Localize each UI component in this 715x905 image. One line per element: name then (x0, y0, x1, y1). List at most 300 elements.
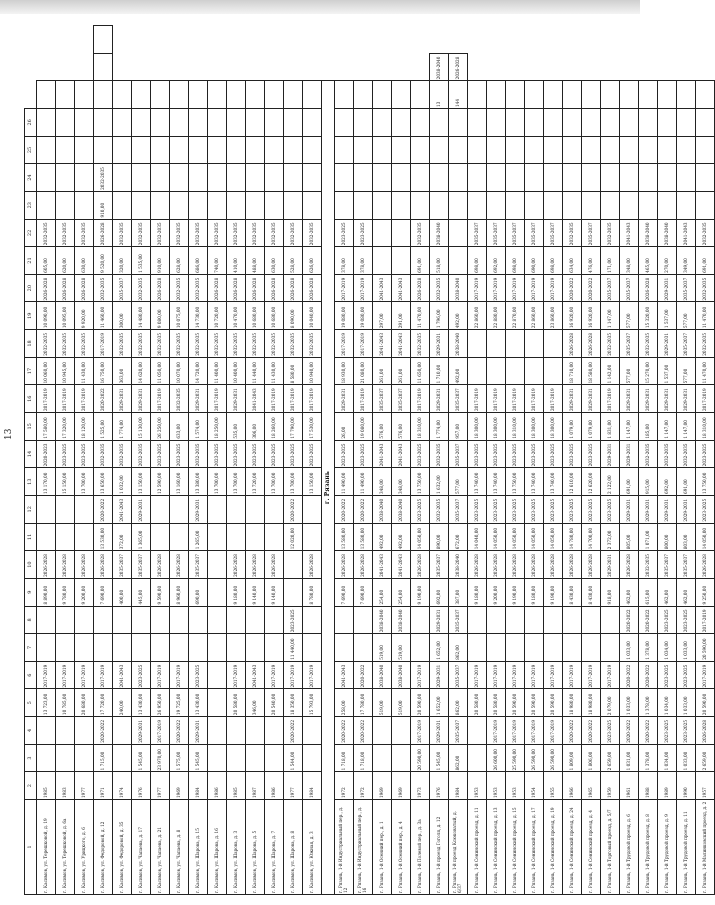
scan-top-edge (0, 0, 640, 14)
value-cell (525, 191, 544, 219)
value-cell (151, 523, 170, 551)
table-row (94, 26, 113, 895)
value-cell: 2017-2019 (544, 274, 563, 302)
value-cell: 2038-2040 (639, 219, 658, 247)
value-cell (265, 744, 284, 772)
value-cell: 2023-2025 (132, 661, 151, 689)
table-row (189, 26, 208, 895)
value-cell: 2032-2035 (189, 219, 208, 247)
value-cell (449, 219, 468, 247)
value-cell (487, 606, 506, 634)
value-cell (170, 523, 189, 551)
value-cell: 2020-2022 (582, 274, 601, 302)
value-cell: 2038-2040 (373, 661, 392, 689)
year-cell: 1986 (208, 772, 227, 800)
value-cell (246, 634, 265, 662)
value-cell: 2032-2035 (132, 440, 151, 468)
value-cell: 2017-2019 (56, 661, 75, 689)
value-cell: 2032-2035 (411, 330, 430, 358)
value-cell: 2035-2037 (677, 330, 696, 358)
value-cell: 1 033,00 (620, 689, 639, 717)
value-cell: 2023-2025 (658, 661, 677, 689)
value-cell: 2038-2040 (449, 551, 468, 579)
value-cell: 13 430,00 (132, 689, 151, 717)
value-cell: 2026-2028 (506, 551, 525, 579)
value-cell: 171,00 (601, 247, 620, 275)
column-number: 1 (25, 800, 37, 895)
value-cell: 2026-2028 (449, 53, 468, 81)
value-cell: 2029-2031 (132, 717, 151, 745)
value-cell: 1 544,00 (284, 744, 303, 772)
value-cell: 519,00 (373, 634, 392, 662)
value-cell: 2026-2028 (208, 274, 227, 302)
value-cell: 2032-2035 (189, 330, 208, 358)
value-cell: 692,00 (658, 468, 677, 496)
value-cell (227, 717, 246, 745)
value-cell (525, 330, 544, 358)
value-cell: 2035-2037 (449, 495, 468, 523)
value-cell: 378,00 (335, 247, 354, 275)
value-cell: 20 590,00 (411, 744, 430, 772)
value-cell: 2023-2025 (544, 495, 563, 523)
value-cell: 2026-2028 (75, 551, 94, 579)
value-cell: 1 071,00 (639, 523, 658, 551)
value-cell: 10 075,00 (170, 302, 189, 330)
value-cell: 577,00 (677, 302, 696, 330)
year-cell: 1953 (506, 772, 525, 800)
value-cell: 11 490,00 (335, 468, 354, 496)
column-number: 6 (25, 661, 37, 689)
value-cell (506, 164, 525, 192)
value-cell: 2032-2035 (303, 330, 322, 358)
value-cell: 2026-2028 (265, 551, 284, 579)
value-cell: 21 080,00 (354, 357, 373, 385)
value-cell: 2023-2025 (335, 440, 354, 468)
address-cell: г. Рязань, 1-й Сенинский проезд, д. 15 (506, 800, 525, 895)
column-number: 26 (25, 108, 37, 136)
value-cell: 8 780,00 (303, 578, 322, 606)
value-cell (468, 191, 487, 219)
value-cell: 13 740,00 (525, 468, 544, 496)
value-cell: 2023-2025 (170, 440, 189, 468)
value-cell: 2035-2037 (487, 219, 506, 247)
value-cell: 2017-2019 (227, 661, 246, 689)
value-cell: 10 470,00 (227, 302, 246, 330)
value-cell: 2020-2022 (639, 661, 658, 689)
value-cell: 291,00 (392, 302, 411, 330)
value-cell: 2032-2035 (132, 274, 151, 302)
value-cell (56, 634, 75, 662)
value-cell: 2017-2019 (525, 661, 544, 689)
value-cell (468, 330, 487, 358)
value-cell: 2020-2022 (335, 495, 354, 523)
address-cell: г. Рязань, 1-й Трудовой проезд, д. 9 (658, 800, 677, 895)
value-cell: 2032-2035 (75, 219, 94, 247)
value-cell (37, 495, 56, 523)
value-cell: 615,00 (639, 578, 658, 606)
value-cell: 2026-2028 (246, 274, 265, 302)
value-cell: 348,00 (373, 468, 392, 496)
value-cell: 1 032,00 (113, 468, 132, 496)
value-cell (411, 191, 430, 219)
value-cell: 2026-2028 (563, 330, 582, 358)
value-cell (75, 164, 94, 192)
value-cell (582, 136, 601, 164)
value-cell: 2035-2037 (620, 274, 639, 302)
value-cell (246, 523, 265, 551)
value-cell (335, 634, 354, 662)
value-cell: 19 080,00 (354, 413, 373, 441)
value-cell (468, 108, 487, 136)
value-cell (468, 606, 487, 634)
value-cell: 11 430,00 (75, 357, 94, 385)
value-cell: 805,00 (620, 523, 639, 551)
value-cell (303, 717, 322, 745)
value-cell: 26 250,00 (151, 413, 170, 441)
value-cell (563, 191, 582, 219)
value-cell: 9 590,00 (151, 578, 170, 606)
value-cell (56, 744, 75, 772)
value-cell: 2032-2035 (75, 330, 94, 358)
value-cell (265, 606, 284, 634)
table-row (582, 26, 601, 895)
value-cell: 2026-2028 (696, 717, 715, 745)
value-cell: 690,00 (189, 578, 208, 606)
value-cell: 2026-2028 (284, 274, 303, 302)
value-cell: 2032-2035 (170, 385, 189, 413)
value-cell: 2023-2025 (411, 495, 430, 523)
value-cell (696, 164, 715, 192)
value-cell: 2023-2025 (525, 440, 544, 468)
value-cell: 14 050,00 (525, 523, 544, 551)
value-cell (208, 634, 227, 662)
year-cell: 1987 (246, 772, 265, 800)
value-cell: 13 700,00 (284, 468, 303, 496)
value-cell: 261,00 (373, 357, 392, 385)
value-cell: 803,00 (677, 523, 696, 551)
value-cell: 2017-2019 (544, 385, 563, 413)
value-cell (525, 81, 544, 109)
value-cell: 445,00 (132, 578, 151, 606)
value-cell: 2032-2035 (696, 219, 715, 247)
value-cell: 740,00 (208, 247, 227, 275)
value-cell: 13 750,00 (411, 468, 430, 496)
column-number: 14 (25, 440, 37, 468)
value-cell: 691,00 (620, 468, 639, 496)
value-cell: 9 080,00 (151, 302, 170, 330)
value-cell: 1 652,00 (430, 689, 449, 717)
value-cell: 800,00 (658, 523, 677, 551)
value-cell: 2017-2019 (208, 385, 227, 413)
value-cell (208, 744, 227, 772)
value-cell (227, 164, 246, 192)
value-cell (373, 191, 392, 219)
value-cell: 1 632,00 (430, 468, 449, 496)
value-cell (582, 606, 601, 634)
value-cell: 10 785,00 (56, 689, 75, 717)
value-cell (373, 136, 392, 164)
value-cell: 16 750,00 (94, 357, 113, 385)
value-cell (75, 136, 94, 164)
value-cell: 14 040,00 (468, 523, 487, 551)
value-cell (170, 606, 189, 634)
value-cell (468, 744, 487, 772)
value-cell (601, 164, 620, 192)
value-cell: 20 590,00 (696, 689, 715, 717)
value-cell: 10 720,00 (208, 302, 227, 330)
value-cell: 9 520,00 (94, 247, 113, 275)
value-cell: 19 080,00 (354, 302, 373, 330)
value-cell: 2032-2035 (208, 330, 227, 358)
value-cell: 2035-2037 (677, 274, 696, 302)
value-cell (354, 108, 373, 136)
value-cell (246, 717, 265, 745)
value-cell: 2017-2019 (468, 385, 487, 413)
value-cell: 691,00 (411, 247, 430, 275)
value-cell: 9 250,00 (696, 578, 715, 606)
value-cell (487, 108, 506, 136)
value-cell (151, 81, 170, 109)
value-cell: 2038-2040 (392, 606, 411, 634)
value-cell: 2032-2035 (303, 219, 322, 247)
value-cell: 185,00 (639, 413, 658, 441)
column-number: 25 (25, 136, 37, 164)
value-cell: 1 545,00 (189, 744, 208, 772)
value-cell: 9 190,00 (544, 578, 563, 606)
value-cell: 2029-2031 (639, 385, 658, 413)
value-cell: 2038-2040 (392, 495, 411, 523)
value-cell: 691,00 (696, 247, 715, 275)
value-cell: 26 950,00 (151, 689, 170, 717)
value-cell (392, 219, 411, 247)
value-cell: 2020-2022 (94, 385, 113, 413)
value-cell: 2032-2035 (639, 440, 658, 468)
value-cell: 2029-2031 (189, 717, 208, 745)
table-row (37, 26, 56, 895)
value-cell (354, 81, 373, 109)
value-cell (246, 495, 265, 523)
value-cell: 2017-2019 (303, 385, 322, 413)
value-cell: 690,00 (525, 247, 544, 275)
value-cell: 492,00 (392, 523, 411, 551)
value-cell (227, 523, 246, 551)
value-cell (151, 164, 170, 192)
value-cell (303, 191, 322, 219)
year-cell: 1977 (284, 772, 303, 800)
value-cell: 2029-2031 (658, 385, 677, 413)
value-cell: 2026-2028 (303, 274, 322, 302)
value-cell: 2020-2022 (639, 717, 658, 745)
rotated-table-sheet (24, 25, 707, 895)
value-cell (208, 606, 227, 634)
value-cell (582, 634, 601, 662)
column-number: 19 (25, 302, 37, 330)
value-cell: 13 580,00 (335, 523, 354, 551)
value-cell: 2035-2037 (373, 385, 392, 413)
value-cell (506, 136, 525, 164)
value-cell: 2 659,00 (601, 744, 620, 772)
value-cell: 2023-2025 (601, 717, 620, 745)
value-cell: 862,00 (449, 689, 468, 717)
value-cell: 2023-2025 (487, 495, 506, 523)
value-cell (303, 634, 322, 662)
value-cell: 1 537,00 (658, 357, 677, 385)
column-number: 21 (25, 247, 37, 275)
value-cell (582, 81, 601, 109)
value-cell: 25 590,00 (506, 744, 525, 772)
value-cell: 2017-2019 (487, 385, 506, 413)
value-cell: 2032-2035 (208, 219, 227, 247)
value-cell (544, 164, 563, 192)
value-cell: 13 740,00 (487, 468, 506, 496)
value-cell: 306,00 (246, 413, 265, 441)
value-cell: 9 180,00 (468, 578, 487, 606)
value-cell (151, 108, 170, 136)
value-cell: 7 690,00 (94, 578, 113, 606)
value-cell: 2041-2043 (373, 330, 392, 358)
value-cell: 2017-2019 (170, 661, 189, 689)
address-cell: г. Касимов, ул. Шарова, д. 5 (246, 800, 265, 895)
value-cell: 2038-2040 (449, 330, 468, 358)
value-cell: 10 400,00 (227, 357, 246, 385)
table-row (113, 26, 132, 895)
value-cell: 2017-2019 (468, 661, 487, 689)
value-cell: 12 610,00 (563, 468, 582, 496)
value-cell (487, 357, 506, 385)
value-cell (113, 81, 132, 109)
value-cell: 2032-2035 (696, 330, 715, 358)
value-cell (696, 81, 715, 109)
year-cell: 1959 (601, 772, 620, 800)
year-cell: 1969 (373, 772, 392, 800)
value-cell (56, 81, 75, 109)
value-cell: 9 780,00 (56, 578, 75, 606)
value-cell (208, 495, 227, 523)
value-cell (246, 81, 265, 109)
value-cell: 18 310,00 (506, 413, 525, 441)
table-row (506, 26, 525, 895)
value-cell: 410,00 (227, 247, 246, 275)
value-cell: 2 079,00 (601, 689, 620, 717)
value-cell: 2026-2028 (56, 551, 75, 579)
value-cell: 2029-2031 (601, 551, 620, 579)
value-cell: 13 (430, 81, 449, 109)
address-cell: г. Касимов, ул. Чапаева, д. 17 (132, 800, 151, 895)
value-cell: 2032-2035 (639, 330, 658, 358)
value-cell: 10 070,00 (170, 357, 189, 385)
value-cell: 1 034,00 (658, 634, 677, 662)
value-cell (487, 191, 506, 219)
value-cell: 2041-2043 (373, 551, 392, 579)
value-cell: 2017-2019 (696, 385, 715, 413)
year-cell: 1988 (639, 772, 658, 800)
value-cell: 20 540,00 (265, 689, 284, 717)
value-cell (284, 81, 303, 109)
value-cell: 1 718,00 (354, 744, 373, 772)
value-cell: 2032-2035 (37, 219, 56, 247)
value-cell: 2029-2031 (113, 385, 132, 413)
value-cell: 1 147,00 (601, 302, 620, 330)
value-cell: 2017-2019 (56, 385, 75, 413)
value-cell (392, 164, 411, 192)
value-cell (449, 108, 468, 136)
address-cell: г. Касимов, ул. Шарова, д. 3 (227, 800, 246, 895)
value-cell: 18 260,00 (265, 413, 284, 441)
value-cell: 2029-2031 (132, 495, 151, 523)
address-cell: г. Рязань, 1-й Торговый проезд, д. 5/7 (601, 800, 620, 895)
value-cell (354, 191, 373, 219)
value-cell (563, 164, 582, 192)
value-cell: 14 700,00 (582, 523, 601, 551)
value-cell: 9 140,00 (265, 578, 284, 606)
value-cell: 2035-2037 (113, 274, 132, 302)
value-cell (506, 634, 525, 662)
value-cell: 1 147,00 (677, 413, 696, 441)
value-cell: 2026-2028 (56, 274, 75, 302)
value-cell: 2026-2028 (563, 551, 582, 579)
value-cell: 2017-2019 (335, 330, 354, 358)
value-cell (373, 81, 392, 109)
value-cell: 620,00 (56, 247, 75, 275)
value-cell (113, 606, 132, 634)
address-cell: г. Касимов, ул. Чапаева, д. 21 (151, 800, 170, 895)
value-cell: 2020-2022 (335, 717, 354, 745)
value-cell: 576,00 (373, 413, 392, 441)
value-cell (303, 81, 322, 109)
value-cell: 348,00 (620, 247, 639, 275)
value-cell (75, 606, 94, 634)
value-cell: 2 659,00 (696, 744, 715, 772)
value-cell: 2026-2028 (620, 551, 639, 579)
value-cell: 2029-2031 (620, 440, 639, 468)
value-cell: 1 774,00 (113, 413, 132, 441)
value-cell: 1 079,00 (582, 413, 601, 441)
table-row (468, 26, 487, 895)
year-cell: 1953 (487, 772, 506, 800)
value-cell: 13 150,00 (303, 468, 322, 496)
value-cell: 2017-2019 (544, 717, 563, 745)
value-cell (525, 164, 544, 192)
value-cell: 254,00 (373, 578, 392, 606)
year-cell: 1986 (265, 772, 284, 800)
value-cell: 2038-2040 (373, 606, 392, 634)
value-cell: 2023-2025 (506, 440, 525, 468)
value-cell (506, 108, 525, 136)
column-number: 13 (25, 468, 37, 496)
year-cell: 1977 (151, 772, 170, 800)
value-cell: 2017-2019 (151, 717, 170, 745)
value-cell (449, 191, 468, 219)
value-cell: 528,00 (284, 247, 303, 275)
value-cell: 2026-2028 (303, 551, 322, 579)
value-cell: 22 880,00 (487, 302, 506, 330)
value-cell: 1 575,00 (170, 744, 189, 772)
value-cell: 2032-2035 (563, 219, 582, 247)
value-cell: 20 580,00 (487, 689, 506, 717)
value-cell: 1 774,00 (430, 413, 449, 441)
value-cell: 465,00 (639, 247, 658, 275)
value-cell: 2017-2019 (544, 661, 563, 689)
value-cell (37, 634, 56, 662)
value-cell: 2038-2040 (430, 53, 449, 81)
value-cell: 2026-2028 (354, 551, 373, 579)
value-cell (151, 136, 170, 164)
value-cell: 8 430,00 (563, 578, 582, 606)
value-cell: 2026-2028 (227, 551, 246, 579)
value-cell: 11 460,00 (94, 302, 113, 330)
address-cell: г. Рязань, 1-й Осенний пер., д. 1 (373, 800, 392, 895)
value-cell (639, 136, 658, 164)
